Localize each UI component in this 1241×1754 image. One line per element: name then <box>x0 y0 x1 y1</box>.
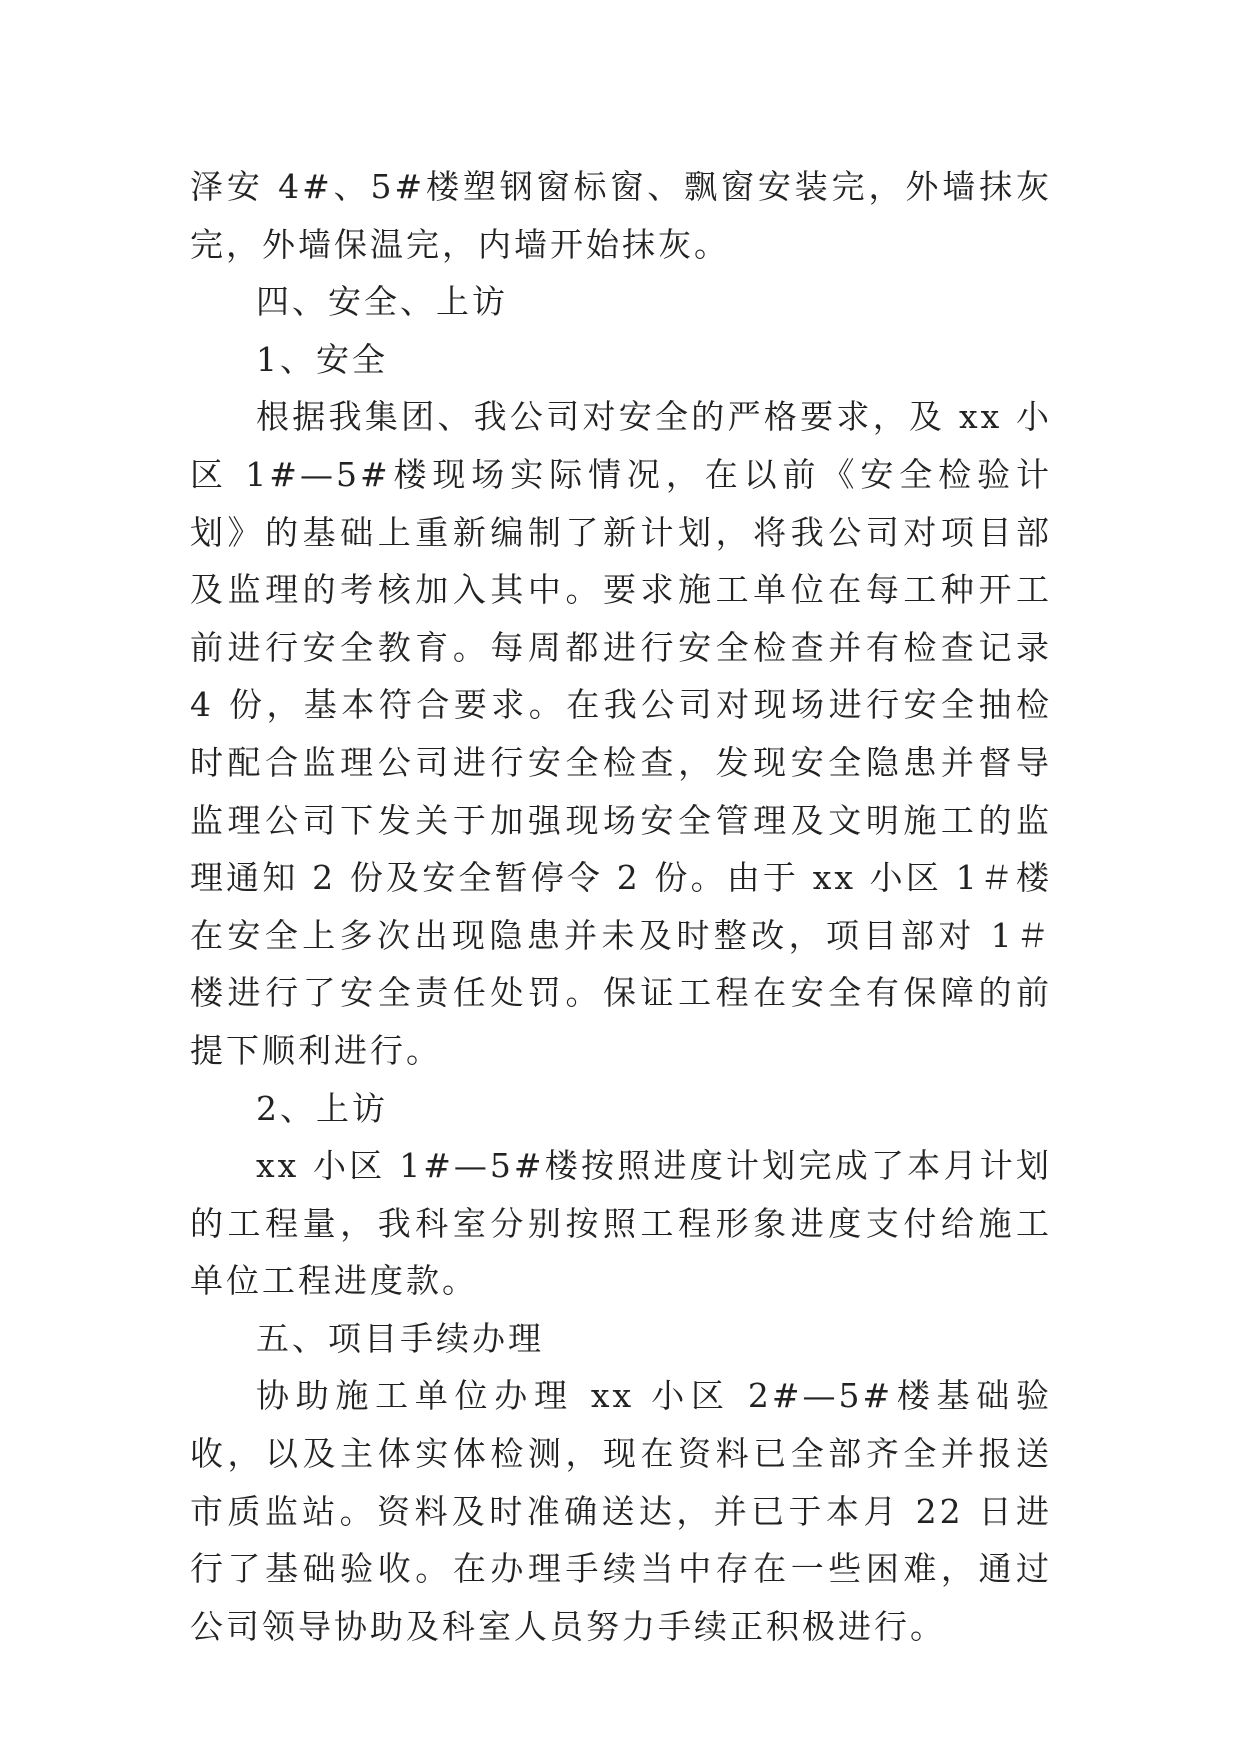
paragraph-window-installation: 泽安 4#、5#楼塑钢窗标窗、飘窗安装完，外墙抹灰完，外墙保温完，内墙开始抹灰。 <box>190 167 1052 264</box>
section-heading-safety-petition: 四、安全、上访 <box>256 282 508 322</box>
paragraph-procedures-details: 协助施工单位办理 xx 小区 2#—5#楼基础验收，以及主体实体检测，现在资料已全部齐全并报送市质监站。资料及时准确送达，并已于本月 22 日进行了基础验收。在办理手续当中存在一些困难，通过公司领导协助及科室人员努力手续正积极进行。 <box>190 1376 1052 1646</box>
subsection-heading-petition: 2、上访 <box>256 1088 388 1128</box>
paragraph-progress-payment: xx 小区 1#—5#楼按照进度计划完成了本月计划的工程量，我科室分别按照工程形象进度支付给施工单位工程进度款。 <box>190 1146 1052 1301</box>
document-body <box>190 158 1052 1655</box>
paragraph-safety-details: 根据我集团、我公司对安全的严格要求，及 xx 小区 1#—5#楼现场实际情况，在以前《安全检验计划》的基础上重新编制了新计划，将我公司对项目部及监理的考核加入其中。要求施工单位在每工种开工前进行安全教育。每周都进行安全检查并有检查记录 4 份，基本符合要求。在我公司对现场进行安全抽检时配合监理公司进行安全检查，发现安全隐患并督导监理公司下发关于加强现场安全管理及文明施工的监理通知 2 份及安全暂停令 2 份。由于 xx 小区 1＃楼在安全上多次出现隐患并未及时整改，项目部对 1＃楼进行了安全责任处罚。保证工程在安全有保障的前提下顺利进行。 <box>190 397 1052 1070</box>
section-heading-project-procedures: 五、项目手续办理 <box>256 1318 544 1358</box>
subsection-heading-safety: 1、安全 <box>256 339 388 379</box>
